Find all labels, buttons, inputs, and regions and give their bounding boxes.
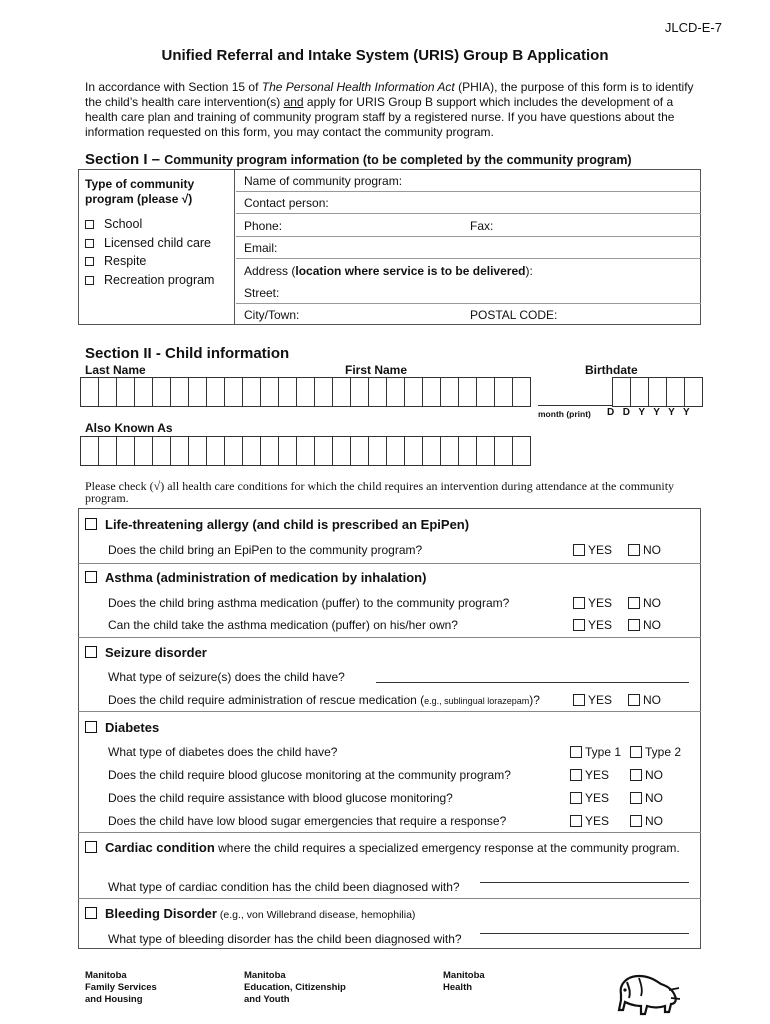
footer-line: Manitoba (443, 970, 485, 981)
allergy-q1-yes[interactable] (573, 543, 612, 557)
footer-line: Manitoba (244, 970, 286, 981)
checkbox-icon[interactable] (628, 597, 640, 609)
yes-label: YES (585, 814, 610, 828)
bleeding-condition[interactable] (85, 906, 415, 921)
checkbox-icon[interactable] (628, 544, 640, 556)
checkbox-icon[interactable] (85, 518, 97, 530)
aka-label: Also Known As (85, 421, 173, 435)
address-label-prefix: Address ( (244, 264, 296, 278)
type1-label: Type 1 (585, 745, 622, 759)
address-label-bold: location where service is to be delivered (295, 264, 526, 278)
character-box[interactable] (261, 378, 279, 407)
manitoba-bison-logo-icon (613, 968, 683, 1018)
yes-label: YES (588, 543, 613, 557)
seizure-q2-no[interactable] (628, 693, 661, 707)
checkbox-icon[interactable] (570, 746, 582, 758)
character-box[interactable] (297, 437, 315, 466)
seizure-title: Seizure disorder (105, 645, 207, 660)
character-box[interactable] (225, 378, 243, 407)
asthma-q2: Can the child take the asthma medication (puffer) on his/her own? (108, 618, 458, 632)
email-label: Email: (244, 241, 278, 255)
footer-dept-education (244, 970, 346, 1006)
allergy-q1: Does the child bring an EpiPen to the community program? (108, 543, 423, 557)
email-field[interactable] (236, 237, 701, 259)
last-name-label: Last Name (85, 363, 146, 377)
checkbox-icon[interactable] (573, 694, 585, 706)
birth-month-line (538, 405, 612, 406)
character-box[interactable] (333, 437, 351, 466)
character-box[interactable] (99, 378, 117, 407)
yes-label: YES (588, 693, 613, 707)
asthma-q2-yes[interactable] (573, 618, 612, 632)
seizure-type-answer-line[interactable] (376, 682, 689, 683)
character-box[interactable] (225, 437, 243, 466)
character-box[interactable] (495, 378, 513, 407)
character-box[interactable] (279, 378, 297, 407)
checkbox-icon[interactable] (630, 746, 642, 758)
footer-dept-family-services (85, 970, 157, 1006)
checkbox-icon[interactable] (573, 597, 585, 609)
birthdate-grid[interactable] (612, 377, 703, 407)
checkbox-icon[interactable] (85, 220, 94, 229)
program-type-school[interactable] (85, 215, 214, 234)
checkbox-icon[interactable] (85, 276, 94, 285)
bleeding-title: Bleeding Disorder (105, 906, 217, 921)
character-box[interactable] (117, 437, 135, 466)
diabetes-q4-no[interactable] (630, 814, 663, 828)
footer-line: Family Services (85, 982, 157, 993)
character-box[interactable] (279, 437, 297, 466)
character-box[interactable] (135, 378, 153, 407)
yes-label: YES (585, 768, 610, 782)
name-grid[interactable] (80, 377, 531, 407)
checkbox-icon[interactable] (85, 721, 97, 733)
checkbox-icon[interactable] (573, 619, 585, 631)
no-label: NO (645, 791, 663, 805)
city-label: City/Town: (244, 308, 300, 322)
asthma-condition[interactable] (85, 570, 426, 585)
checkbox-icon[interactable] (628, 694, 640, 706)
diabetes-q3-no[interactable] (630, 791, 663, 805)
first-name-label: First Name (345, 363, 408, 377)
cardiac-q1: What type of cardiac condition has the child been diagnosed with? (108, 880, 460, 894)
character-box[interactable] (369, 378, 387, 407)
birthdate-letters: D D Y Y Y Y (607, 407, 691, 418)
intro-underlined: and (283, 95, 304, 109)
character-box[interactable] (459, 378, 477, 407)
separator (78, 832, 701, 833)
contact-person-field[interactable] (236, 192, 701, 214)
diabetes-condition[interactable] (85, 720, 159, 735)
contact-person-label: Contact person: (244, 196, 329, 210)
character-box[interactable] (117, 378, 135, 407)
yes-label: YES (588, 618, 613, 632)
asthma-q1: Does the child bring asthma medication (puffer) to the community program? (108, 596, 510, 610)
no-label: NO (643, 543, 661, 557)
character-box[interactable] (297, 378, 315, 407)
checkbox-icon[interactable] (85, 841, 97, 853)
character-box[interactable] (351, 378, 369, 407)
intro-text-2: (PHIA), the purpose of this form is to identify the child’s health care intervention(s) (85, 80, 694, 109)
footer-line: and Housing (85, 994, 143, 1005)
footer-dept-health (443, 970, 485, 994)
asthma-q1-no[interactable] (628, 596, 661, 610)
seizure-q1: What type of seizure(s) does the child have? (108, 670, 345, 684)
asthma-title: Asthma (administration of medication by inhalation) (105, 570, 427, 585)
program-type-label-recreation: Recreation program (104, 272, 215, 287)
phone-label: Phone: (244, 219, 283, 233)
character-box[interactable] (189, 437, 207, 466)
character-box[interactable] (513, 437, 531, 466)
city-postal-row[interactable] (236, 304, 701, 326)
address-label-suffix: ): (525, 264, 533, 278)
character-box[interactable] (423, 437, 441, 466)
character-box[interactable] (315, 378, 333, 407)
character-box[interactable] (513, 378, 531, 407)
no-label: NO (643, 596, 661, 610)
character-box[interactable] (387, 437, 405, 466)
program-type-label-child-care: Licensed child care (104, 235, 212, 250)
character-box[interactable] (685, 378, 703, 407)
seizure-q2-yes[interactable] (573, 693, 612, 707)
character-box[interactable] (153, 437, 171, 466)
footer-line: and Youth (244, 994, 290, 1005)
diabetes-q3-yes[interactable] (570, 791, 609, 805)
bleeding-q1: What type of bleeding disorder has the child been diagnosed with? (108, 932, 462, 946)
asthma-q1-yes[interactable] (573, 596, 612, 610)
intro-act-name: The Personal Health Information Act (261, 80, 455, 94)
character-box[interactable] (243, 378, 261, 407)
footer-line: Health (443, 982, 473, 993)
section1-heading-text: Section I – (85, 151, 165, 168)
intro-text-3: apply for URIS Group B support which includes the development of a health care plan and training of community program staff by a registered nurse. If you have questions about the information requested on this form, you may contact the community program. (85, 95, 675, 139)
checkbox-icon[interactable] (85, 257, 94, 266)
program-type-label: Type of community program (please √) (85, 177, 195, 206)
character-box[interactable] (649, 378, 667, 407)
diabetes-q1: What type of diabetes does the child have? (108, 745, 338, 759)
asthma-q2-no[interactable] (628, 618, 661, 632)
character-box[interactable] (315, 437, 333, 466)
character-box[interactable] (459, 437, 477, 466)
diabetes-q2: Does the child require blood glucose monitoring at the community program? (108, 768, 511, 782)
checkbox-icon[interactable] (85, 239, 94, 248)
form-code: JLCD-E-7 (664, 20, 722, 35)
checkbox-icon[interactable] (630, 769, 642, 781)
character-box[interactable] (351, 437, 369, 466)
program-type-list (85, 215, 214, 289)
separator (78, 711, 701, 712)
character-box[interactable] (405, 437, 423, 466)
character-box[interactable] (135, 437, 153, 466)
character-box[interactable] (369, 437, 387, 466)
character-box[interactable] (477, 378, 495, 407)
birthdate-label: Birthdate (585, 363, 638, 377)
character-box[interactable] (81, 437, 99, 466)
diabetes-q2-yes[interactable] (570, 768, 609, 782)
character-box[interactable] (631, 378, 649, 407)
character-box[interactable] (441, 437, 459, 466)
diabetes-type1[interactable] (570, 745, 621, 759)
character-box[interactable] (495, 437, 513, 466)
bleeding-answer-line[interactable] (480, 933, 689, 934)
checkbox-icon[interactable] (570, 769, 582, 781)
aka-grid[interactable] (80, 436, 531, 466)
yes-label: YES (585, 791, 610, 805)
checkbox-icon[interactable] (85, 907, 97, 919)
footer-line: Education, Citizenship (244, 982, 346, 993)
diabetes-q4: Does the child have low blood sugar emergencies that require a response? (108, 814, 507, 828)
program-type-recreation[interactable] (85, 271, 214, 290)
character-box[interactable] (153, 378, 171, 407)
separator (78, 563, 701, 564)
separator (78, 637, 701, 638)
no-label: NO (645, 768, 663, 782)
character-box[interactable] (81, 378, 99, 407)
program-type-label-respite: Respite (104, 254, 147, 268)
character-box[interactable] (441, 378, 459, 407)
character-box[interactable] (207, 437, 225, 466)
checkbox-icon[interactable] (85, 646, 97, 658)
character-box[interactable] (171, 378, 189, 407)
character-box[interactable] (477, 437, 495, 466)
character-box[interactable] (667, 378, 685, 407)
seizure-q2-suffix: )? (529, 693, 540, 707)
postal-code-label: POSTAL CODE: (470, 308, 558, 322)
diabetes-q3: Does the child require assistance with blood glucose monitoring? (108, 791, 453, 805)
character-box[interactable] (387, 378, 405, 407)
checkbox-icon[interactable] (630, 792, 642, 804)
form-title: Unified Referral and Intake System (URIS) Group B Application (161, 47, 609, 64)
section1-heading (85, 151, 632, 168)
no-label: NO (643, 618, 661, 632)
character-box[interactable] (99, 437, 117, 466)
birthdate-format-label: month (print) (538, 409, 591, 419)
allergy-title: Life-threatening allergy (and child is prescribed an EpiPen) (105, 517, 470, 532)
separator (78, 898, 701, 899)
cardiac-answer-line[interactable] (480, 882, 689, 883)
checkbox-icon[interactable] (85, 571, 97, 583)
intro-paragraph (85, 80, 705, 140)
character-box[interactable] (261, 437, 279, 466)
checkbox-icon[interactable] (573, 544, 585, 556)
character-box[interactable] (423, 378, 441, 407)
character-box[interactable] (613, 378, 631, 407)
section1-subheading: Community program information (to be completed by the community program) (164, 153, 632, 167)
checkbox-icon[interactable] (570, 792, 582, 804)
character-box[interactable] (207, 378, 225, 407)
program-name-field[interactable] (236, 170, 701, 192)
diabetes-type2[interactable] (630, 745, 681, 759)
seizure-q2-example: e.g., sublingual lorazepam (424, 696, 530, 706)
diabetes-q4-yes[interactable] (570, 814, 609, 828)
yes-label: YES (588, 596, 613, 610)
seizure-q2-prefix: Does the child require administration of rescue medication ( (108, 693, 425, 707)
checkbox-icon[interactable] (570, 815, 582, 827)
character-box[interactable] (189, 378, 207, 407)
phone-fax-row[interactable] (236, 215, 701, 237)
cardiac-title: Cardiac condition (105, 840, 215, 855)
program-type-respite[interactable] (85, 252, 214, 271)
program-name-label: Name of community program: (244, 174, 403, 188)
street-field[interactable] (236, 282, 701, 304)
seizure-q2 (108, 693, 540, 707)
fax-label: Fax: (470, 219, 494, 233)
character-box[interactable] (333, 378, 351, 407)
type2-label: Type 2 (645, 745, 682, 759)
cardiac-condition[interactable] (85, 840, 685, 856)
conditions-instruction: Please check (√) all health care conditions for which the child requires an intervention during attendance at the community program. (85, 479, 675, 505)
character-box[interactable] (243, 437, 261, 466)
diabetes-q2-no[interactable] (630, 768, 663, 782)
bleeding-title-rest: (e.g., von Willebrand disease, hemophilia) (216, 909, 416, 921)
seizure-condition[interactable] (85, 645, 207, 660)
character-box[interactable] (171, 437, 189, 466)
character-box[interactable] (405, 378, 423, 407)
address-label-row (236, 260, 701, 282)
footer-line: Manitoba (85, 970, 127, 981)
no-label: NO (645, 814, 663, 828)
intro-text-1: In accordance with Section 15 of (85, 80, 262, 94)
allergy-q1-no[interactable] (628, 543, 661, 557)
checkbox-icon[interactable] (628, 619, 640, 631)
allergy-condition[interactable] (85, 517, 469, 532)
no-label: NO (643, 693, 661, 707)
diabetes-title: Diabetes (105, 720, 160, 735)
program-type-label-school: School (104, 217, 143, 231)
program-type-child-care[interactable] (85, 234, 214, 253)
section2-heading: Section II - Child information (85, 345, 290, 362)
street-label: Street: (244, 286, 280, 300)
cardiac-title-rest: where the child requires a specialized emergency response at the community program. (214, 841, 680, 855)
checkbox-icon[interactable] (630, 815, 642, 827)
